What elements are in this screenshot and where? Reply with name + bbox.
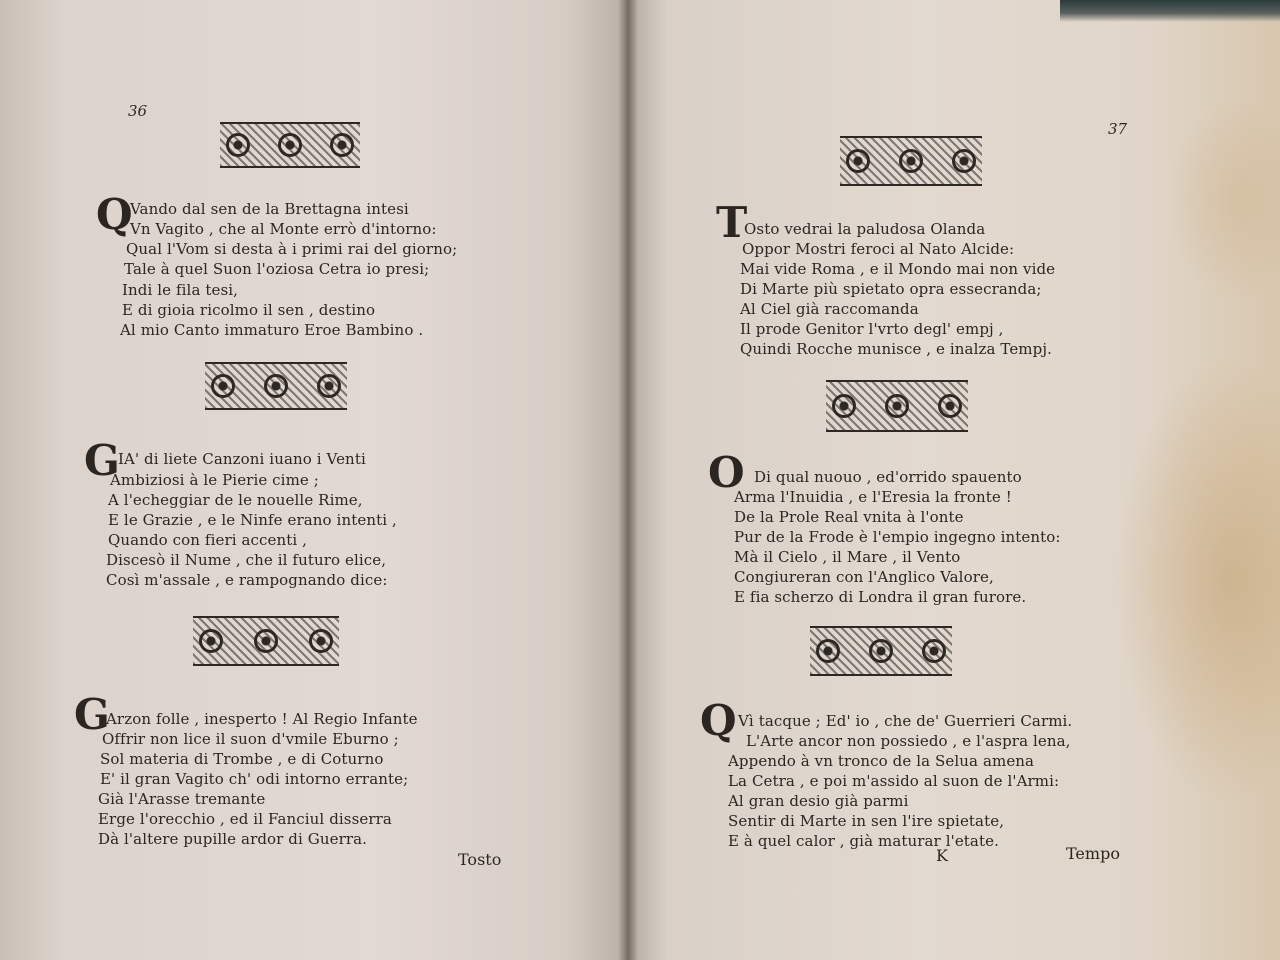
verse-line: Erge l'orecchio , ed il Fanciul disserra	[98, 810, 392, 828]
page-number: 36	[128, 102, 148, 120]
printer-ornament	[826, 380, 968, 432]
signature-mark: K	[936, 846, 948, 865]
drop-capital: Q	[700, 696, 737, 745]
verse-line: Già l'Arasse tremante	[98, 790, 266, 808]
verse-line: Congiureran con l'Anglico Valore,	[734, 568, 994, 586]
verse-line: Mai vide Roma , e il Mondo mai non vide	[740, 260, 1056, 278]
verse-line: Indi le fila tesi,	[122, 281, 239, 299]
drop-capital: G	[74, 690, 110, 739]
verse-line: Tale à quel Suon l'oziosa Cetra io presi;	[124, 260, 430, 278]
verse-line: Quando con fieri accenti ,	[108, 531, 308, 549]
verse-line: Ambiziosi à le Pierie cime ;	[110, 471, 319, 489]
verse-line: L'Arte ancor non possiedo , e l'aspra lena,	[746, 732, 1071, 750]
verse-line: Discesò il Nume , che il futuro elice,	[106, 551, 387, 569]
verse-line: E à quel calor , già maturar l'etate.	[728, 832, 999, 850]
verse-line: Mà il Cielo , il Mare , il Vento	[734, 548, 961, 566]
verse-line: Pur de la Frode è l'empio ingegno intento:	[734, 528, 1061, 546]
verse-line: Al Ciel già raccomanda	[740, 300, 919, 318]
water-stain	[1118, 360, 1280, 800]
verse-line: E di gioia ricolmo il sen , destino	[122, 301, 376, 319]
catchword: Tosto	[458, 850, 502, 869]
verse-line: Al mio Canto immaturo Eroe Bambino .	[120, 321, 424, 339]
verse-line: Vando dal sen de la Brettagna intesi	[130, 200, 409, 218]
printer-ornament	[840, 136, 982, 186]
verse-line: Arzon folle , inesperto ! Al Regio Infante	[106, 710, 418, 728]
verse-line: Qual l'Vom si desta à i primi rai del giorno;	[126, 240, 458, 258]
printer-ornament	[193, 616, 339, 666]
verse-line: De la Prole Real vnita à l'onte	[734, 508, 964, 526]
verse-line: La Cetra , e poi m'assido al suon de l'Armi:	[728, 772, 1060, 790]
verse-line: Quindi Rocche munisce , e inalza Tempj.	[740, 340, 1052, 358]
printer-ornament	[220, 122, 360, 168]
water-stain	[1168, 100, 1280, 300]
drop-capital: G	[84, 436, 120, 485]
page-number: 37	[1108, 120, 1128, 138]
background-edge	[1060, 0, 1280, 22]
verse-line: Sentir di Marte in sen l'ire spietate,	[728, 812, 1005, 830]
book-gutter	[618, 0, 638, 960]
printer-ornament	[810, 626, 952, 676]
right-page	[628, 0, 1280, 960]
drop-capital: T	[716, 198, 748, 247]
drop-capital: Q	[96, 190, 133, 239]
left-page	[0, 0, 628, 960]
verse-line: E le Grazie , e le Ninfe erano intenti ,	[108, 511, 397, 529]
verse-line: Osto vedrai la paludosa Olanda	[744, 220, 986, 238]
verse-line: Arma l'Inuidia , e l'Eresia la fronte !	[734, 488, 1012, 506]
verse-line: E fia scherzo di Londra il gran furore.	[734, 588, 1027, 606]
verse-line: Offrir non lice il suon d'vmile Eburno ;	[102, 730, 399, 748]
verse-line: Vn Vagito , che al Monte errò d'intorno:	[130, 220, 437, 238]
catchword: Tempo	[1066, 844, 1120, 863]
verse-line: Così m'assale , e rampognando dice:	[106, 571, 388, 589]
verse-line: Appendo à vn tronco de la Selua amena	[728, 752, 1035, 770]
drop-capital: O	[708, 448, 745, 497]
verse-line: Sol materia di Trombe , e di Coturno	[100, 750, 384, 768]
verse-line: Oppor Mostri feroci al Nato Alcide:	[742, 240, 1015, 258]
verse-line: E' il gran Vagito ch' odi intorno errante;	[100, 770, 409, 788]
printer-ornament	[205, 362, 347, 410]
verse-line: IA' di liete Canzoni iuano i Venti	[118, 450, 366, 468]
verse-line: Di Marte più spietato opra essecranda;	[740, 280, 1042, 298]
verse-line: Il prode Genitor l'vrto degl' empj ,	[740, 320, 1004, 338]
verse-line: Di qual nuouo , ed'orrido spauento	[754, 468, 1022, 486]
verse-line: Dà l'altere pupille ardor di Guerra.	[98, 830, 368, 848]
verse-line: Vì tacque ; Ed' io , che de' Guerrieri Carmi.	[738, 712, 1073, 730]
verse-line: Al gran desio già parmi	[728, 792, 909, 810]
verse-line: A l'echeggiar de le nouelle Rime,	[108, 491, 363, 509]
